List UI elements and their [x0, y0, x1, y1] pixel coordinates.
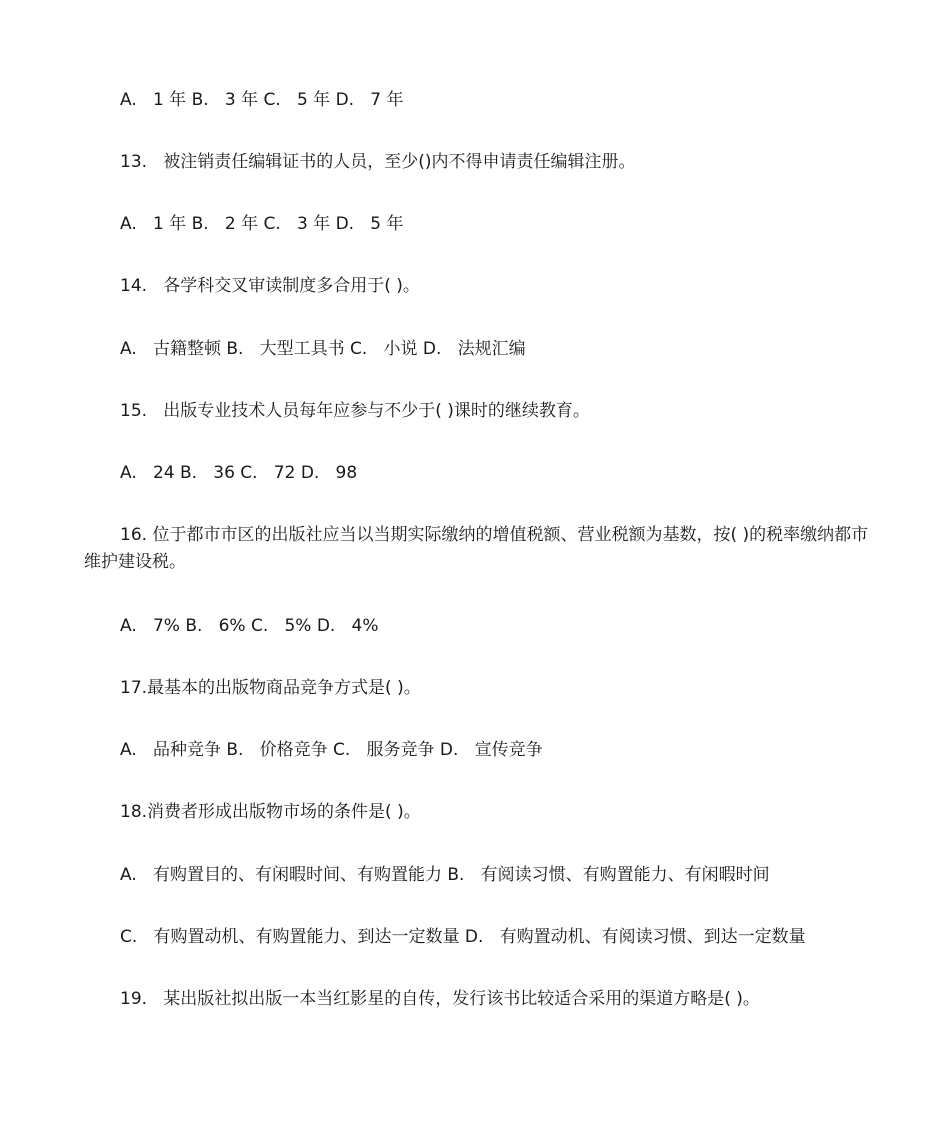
q16-options: A. 7% B. 6% C. 5% D. 4%: [120, 616, 379, 636]
q13-question: 13. 被注销责任编辑证书的人员，至少()内不得申请责任编辑注册。: [120, 152, 636, 172]
q12-options: A. 1 年 B. 3 年 C. 5 年 D. 7 年: [120, 90, 404, 110]
q18-options-ab: A. 有购置目的、有闲暇时间、有购置能力 B. 有阅读习惯、有购置能力、有闲暇时间: [120, 865, 770, 885]
q14-options: A. 古籍整顿 B. 大型工具书 C. 小说 D. 法规汇编: [120, 339, 526, 359]
q13-options: A. 1 年 B. 2 年 C. 3 年 D. 5 年: [120, 214, 404, 234]
q17-question: 17.最基本的出版物商品竞争方式是( )。: [120, 678, 421, 698]
q15-question: 15. 出版专业技术人员每年应参与不少于( )课时的继续教育。: [120, 401, 590, 421]
q18-question: 18.消费者形成出版物市场的条件是( )。: [120, 802, 421, 822]
q19-question: 19. 某出版社拟出版一本当红影星的自传，发行该书比较适合采用的渠道方略是( )。: [120, 989, 760, 1009]
q18-options-cd: C. 有购置动机、有购置能力、到达一定数量 D. 有购置动机、有阅读习惯、到达一定数量: [120, 927, 806, 947]
q16-question: 16. 位于都市市区的出版社应当以当期实际缴纳的增值税额、营业税额为基数，按( )的税率缴纳都市维护建设税。: [84, 525, 869, 572]
q14-question: 14. 各学科交叉审读制度多合用于( )。: [120, 276, 420, 296]
q15-options: A. 24 B. 36 C. 72 D. 98: [120, 463, 358, 483]
q17-options: A. 品种竞争 B. 价格竞争 C. 服务竞争 D. 宣传竞争: [120, 740, 543, 760]
